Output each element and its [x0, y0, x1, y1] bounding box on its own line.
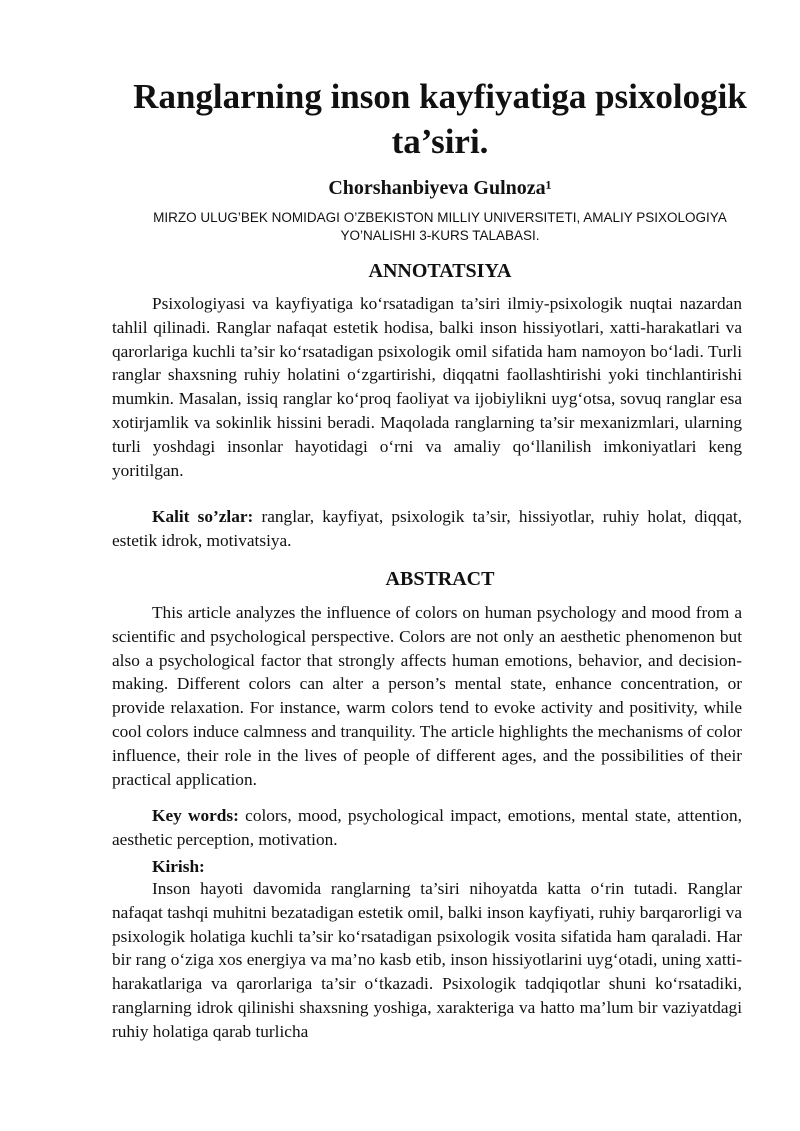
- abstract-heading: ABSTRACT: [385, 568, 495, 590]
- author-name: Chorshanbiyeva Gulnoza¹: [328, 177, 552, 199]
- annotatsiya-keywords: [112, 505, 742, 553]
- annotatsiya-heading: ANNOTATSIYA: [368, 260, 512, 282]
- kirish-heading: Kirish:: [152, 857, 205, 876]
- kirish-paragraph: Inson hayoti davomida ranglarning ta’siri nihoyatda katta o‘rin tutadi. Ranglar nafaqat tashqi muhitni bezatadigan estetik omil, balki inson kayfiyati, ruhiy barqarorligi va psixologik holatiga kuchli ta’sir ko‘rsatadigan psixologik vosita sifatida ham qaraladi. Har bir rang o‘ziga xos energiya va ma’no kasb etib, inson hissiyotlarini uyg‘otadi, uning xatti-harakatlariga va qarorlariga ta’sir o‘tkazadi. Psixologik tadqiqotlar shuni ko‘rsatadiki, ranglarning idrok qilinishi shaxsning yoshiga, xarakteriga va hatto ma’lum bir vaziyatdagi ruhiy holatiga qarab turlicha: [112, 879, 742, 1041]
- abstract-keywords-text: colors, mood, psychological impact, emotions, mental state, attention, aesthetic perception, motivation.: [112, 806, 742, 849]
- abstract-paragraph: This article analyzes the influence of colors on human psychology and mood from a scientific and psychological perspective. Colors are not only an aesthetic phenomenon but also a psychological factor that strongly affects human emotions, behavior, and decision-making. Different colors can alter a person’s mental state, enhance concentration, or provide relaxation. For instance, warm colors tend to evoke activity and positivity, while cool colors induce calmness and tranquility. The article highlights the mechanisms of color influence, their role in the lives of people of different ages, and the possibilities of their practical application.: [112, 603, 742, 789]
- annotatsiya-paragraph: Psixologiyasi va kayfiyatiga ko‘rsatadigan ta’siri ilmiy-psixologik nuqtai nazardan tahlil qilinadi. Ranglar nafaqat estetik hodisa, balki inson hissiyotlari, xatti-harakatlari va qarorlariga kuchli ta’sir ko‘rsatadigan psixologik omil sifatida ham namoyon bo‘ladi. Turli ranglar shaxsning ruhiy holatini o‘zgartirishi, diqqatni faollashtirishi yoki tinchlantirishi mumkin. Masalan, issiq ranglar ko‘proq faoliyat va ijobiylikni uyg‘otsa, sovuq ranglar esa xotirjamlik va sokinlik hissini beradi. Maqolada ranglarning ta’sir mexanizmlari, ularning turli yoshdagi insonlar hayotidagi o‘rni va amaliy qo‘llanilish imkoniyatlari keng yoritilgan.: [112, 294, 742, 480]
- abstract-keywords: [112, 804, 742, 852]
- paper-title: Ranglarning inson kayfiyatiga psixologik ta’siri.: [133, 77, 747, 161]
- annotatsiya-keywords-text: ranglar, kayfiyat, psixologik ta’sir, hissiyotlar, ruhiy holat, diqqat, estetik idrok, motivatsiya.: [112, 507, 742, 550]
- abstract-keywords-label: Key words:: [152, 806, 239, 825]
- author-affiliation: MIRZO ULUG’BEK NOMIDAGI O’ZBEKISTON MILLIY UNIVERSITETI, AMALIY PSIXOLOGIYA YO’NALISHI 3-KURS TALABASI.: [153, 210, 727, 243]
- annotatsiya-keywords-label: Kalit so’zlar:: [152, 507, 254, 526]
